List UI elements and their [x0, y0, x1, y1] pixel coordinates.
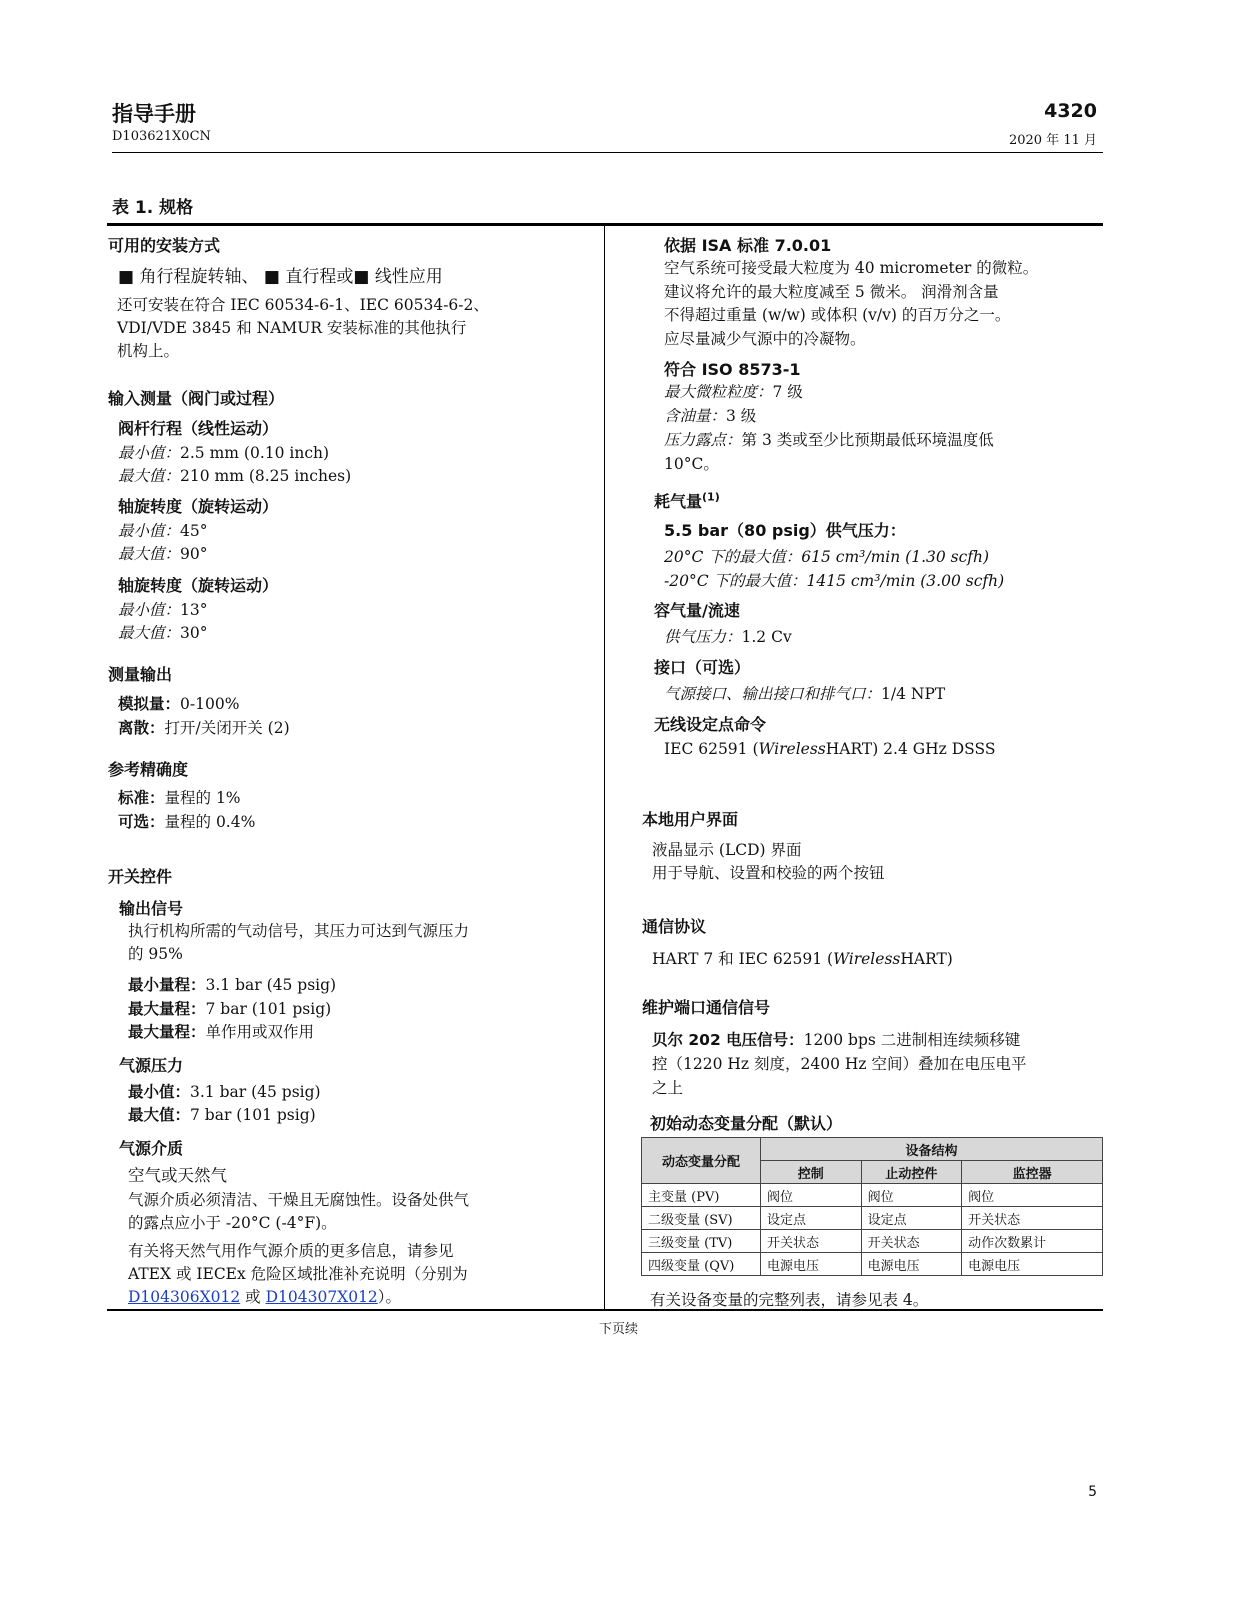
check-square-icon: ■: [118, 267, 135, 287]
check-square-icon: ■: [353, 267, 370, 287]
text-line: 的 95%: [128, 945, 183, 963]
text-line: 液晶显示 (LCD) 界面: [652, 841, 802, 859]
output-heading: 测量输出: [108, 665, 173, 684]
value: 3.1 bar (45 psig): [190, 1083, 321, 1101]
mounting-option-sliding: 直行程或: [285, 267, 354, 287]
table-cell: 三级变量 (TV): [642, 1230, 761, 1253]
atex-supplement-link[interactable]: D104306X012: [128, 1288, 241, 1306]
value: 7 级: [772, 383, 803, 401]
text-line: [652, 1028, 1026, 1052]
analog-output: [118, 692, 239, 714]
label: 最小值：: [118, 444, 181, 462]
dv-heading: 初始动态变量分配（默认）: [650, 1114, 843, 1133]
table-header: 控制: [761, 1161, 862, 1184]
value: 2.5 mm (0.10 inch): [180, 444, 330, 462]
mounting-heading: 可用的安装方式: [108, 236, 221, 255]
table-row: [642, 1184, 1103, 1207]
continued-note: 下页续: [598, 1322, 638, 1337]
value: 3 级: [726, 407, 757, 425]
table-cell: 动作次数累计: [962, 1230, 1103, 1253]
text-line: 用于导航、设置和校验的两个按钮: [652, 864, 885, 882]
text: ）。: [377, 1288, 402, 1306]
label: 可选：: [118, 813, 165, 831]
value: 13°: [180, 601, 208, 619]
text: Wireless: [758, 740, 826, 758]
iso-dew: [664, 428, 994, 450]
accuracy-optional: [118, 810, 255, 832]
text-line: 之上: [652, 1079, 684, 1097]
value: 单作用或双作用: [205, 1023, 315, 1041]
consumption-subheading: 5.5 bar（80 psig）供气压力：: [664, 521, 906, 540]
label: 供气压力：: [664, 628, 742, 646]
ports-value: [664, 682, 945, 704]
mounting-description: [117, 294, 489, 363]
text: HART) 2.4 GHz DSSS: [825, 740, 996, 758]
label: 离散：: [118, 719, 165, 737]
action-type: [128, 1020, 314, 1042]
shaft1-min: [118, 519, 208, 541]
isa-heading: 依据 ISA 标准 7.0.01: [664, 236, 832, 255]
supply-pressure-heading: 气源压力: [119, 1056, 184, 1075]
value: 量程的 0.4%: [164, 813, 256, 831]
switch-control-heading: 开关控件: [108, 867, 173, 886]
model-number: 4320: [1044, 100, 1097, 122]
supply-medium-heading: 气源介质: [119, 1139, 184, 1158]
protocol-value: [652, 947, 953, 969]
value: 1415 cm³/min (3.00 scfh): [806, 572, 1005, 590]
text-line: 建议将允许的最大粒度减至 5 微米。 润滑剂含量: [664, 282, 999, 301]
label: 最大值：: [128, 1106, 191, 1124]
label: 最小值：: [128, 1083, 191, 1101]
table-header: 监控器: [962, 1161, 1103, 1184]
table-header: 动态变量分配: [642, 1138, 761, 1184]
label: -20°C 下的最大值：: [664, 572, 807, 590]
text: 或: [240, 1288, 266, 1306]
iso-dew-cont: 10°C。: [664, 455, 719, 473]
max-span: [128, 997, 331, 1019]
ports-heading: 接口（可选）: [654, 658, 751, 677]
column-divider: [604, 226, 605, 1311]
publication-date: 2020 年 11 月: [1008, 133, 1097, 148]
shaft1-max: [118, 542, 208, 564]
text-line: 空气系统可接受最大粒度为 40 micrometer 的微粒。: [664, 259, 1039, 277]
label: 最小量程：: [128, 976, 206, 994]
label: 模拟量：: [118, 695, 181, 713]
label: 最小值：: [118, 522, 181, 540]
table-row: [642, 1230, 1103, 1253]
table-cell: 设定点: [761, 1207, 862, 1230]
consumption-minus20c: [664, 569, 1004, 591]
text-line: [128, 1286, 468, 1309]
iso-heading: 符合 ISO 8573-1: [664, 360, 801, 379]
text-line: ATEX 或 IECEx 危险区域批准补充说明（分别为: [128, 1265, 468, 1283]
text-line: 的露点应小于 -20°C (-4°F)。: [128, 1214, 337, 1232]
supply-medium-desc: [128, 1189, 469, 1235]
table-cell: 阀位: [962, 1184, 1103, 1207]
accuracy-standard: [118, 786, 241, 808]
table-cell: 设定点: [861, 1207, 962, 1230]
discrete-output: [118, 716, 290, 738]
accuracy-heading: 参考精确度: [108, 760, 189, 779]
value: 量程的 1%: [164, 789, 241, 807]
maintenance-port-desc: [652, 1028, 1026, 1100]
supply-medium-value: 空气或天然气: [128, 1166, 227, 1185]
value: 1200 bps 二进制相连续频移键: [803, 1031, 1021, 1049]
label: 最小值：: [118, 601, 181, 619]
shaft2-max: [118, 621, 208, 643]
value: 210 mm (8.25 inches): [180, 467, 352, 485]
text-line: 控（1220 Hz 刻度，2400 Hz 空间）叠加在电压电平: [652, 1055, 1027, 1073]
consumption-20c: [664, 545, 989, 567]
text: Wireless: [833, 950, 901, 968]
mounting-options: [118, 262, 443, 287]
table-cell: 阀位: [861, 1184, 962, 1207]
value: 30°: [180, 624, 208, 642]
document-code: D103621X0CN: [112, 129, 211, 144]
consumption-heading: [654, 489, 720, 512]
shaft2-min: [118, 598, 208, 620]
value: 615 cm³/min (1.30 scfh): [801, 548, 990, 566]
shaft-rotation-heading-2: 轴旋转度（旋转运动）: [118, 576, 279, 595]
text: 耗气量: [654, 492, 703, 511]
value: 第 3 类或至少比预期最低环境温度低: [741, 431, 994, 449]
shaft-rotation-heading: 轴旋转度（旋转运动）: [118, 497, 279, 516]
table-cell: 主变量 (PV): [642, 1184, 761, 1207]
table-header: 止动控件: [861, 1161, 962, 1184]
value: 1/4 NPT: [881, 685, 946, 703]
value: 90°: [180, 545, 208, 563]
output-signal-heading: 输出信号: [119, 899, 184, 918]
wireless-setpoint-value: [664, 740, 996, 758]
table-cell: 电源电压: [861, 1253, 962, 1276]
label: 含油量：: [664, 407, 727, 425]
local-ui-desc: [652, 839, 885, 885]
text-line: 机构上。: [117, 342, 180, 360]
page-number: 5: [1088, 1484, 1097, 1500]
table-top-rule: [107, 223, 1103, 226]
label: 压力露点：: [664, 431, 742, 449]
table-cell: 二级变量 (SV): [642, 1207, 761, 1230]
text: HART 7 和 IEC 62591 (: [652, 950, 834, 968]
text-line: 有关将天然气用作气源介质的更多信息，请参见: [128, 1242, 454, 1260]
capacity-heading: 容气量/流速: [654, 601, 740, 620]
check-square-icon: ■: [263, 267, 280, 287]
label: 最大量程：: [128, 1023, 206, 1041]
label: 气源接口、输出接口和排气口：: [664, 685, 882, 703]
output-signal-desc: [128, 920, 469, 966]
text-line: VDI/VDE 3845 和 NAMUR 安装标准的其他执行: [117, 319, 467, 337]
value: 打开/关闭开关 (2): [164, 719, 290, 737]
table-title: 表 1. 规格: [112, 198, 194, 218]
label: 最大微粒粒度：: [664, 383, 773, 401]
iso-particle: [664, 380, 803, 402]
table-cell: 四级变量 (QV): [642, 1253, 761, 1276]
mounting-option-rotary: 角行程旋转轴、: [139, 267, 259, 287]
natural-gas-reference: [128, 1240, 468, 1309]
value: 0-100%: [180, 695, 240, 713]
table-cell: 阀位: [761, 1184, 862, 1207]
table-bottom-rule: [107, 1309, 1103, 1311]
iecex-supplement-link[interactable]: D104307X012: [265, 1288, 378, 1306]
input-heading: 输入测量（阀门或过程）: [108, 389, 285, 408]
label: 20°C 下的最大值：: [664, 548, 802, 566]
text-line: 执行机构所需的气动信号，其压力可达到气源压力: [128, 922, 470, 940]
label: 最大值：: [118, 467, 181, 485]
wireless-setpoint-heading: 无线设定点命令: [654, 715, 767, 734]
header-divider: [112, 152, 1103, 153]
value: 45°: [180, 522, 208, 540]
value: 3.1 bar (45 psig): [205, 976, 337, 994]
text-line: 不得超过重量 (w/w) 或体积 (v/v) 的百万分之一。: [664, 306, 1011, 324]
value: 7 bar (101 psig): [190, 1106, 316, 1124]
label: 标准：: [118, 789, 165, 807]
table-cell: 电源电压: [761, 1253, 862, 1276]
stem-travel-heading: 阀杆行程（线性运动）: [118, 419, 279, 438]
protocol-heading: 通信协议: [642, 917, 707, 936]
value: 7 bar (101 psig): [205, 1000, 332, 1018]
supply-max: [128, 1103, 316, 1125]
label: 贝尔 202 电压信号：: [652, 1031, 804, 1049]
supply-min: [128, 1080, 321, 1102]
dynamic-variable-table: [641, 1137, 1103, 1276]
min-span: [128, 973, 336, 995]
table-row: [642, 1207, 1103, 1230]
table-cell: 电源电压: [962, 1253, 1103, 1276]
text: HART): [900, 950, 953, 968]
local-ui-heading: 本地用户界面: [642, 810, 739, 829]
isa-description: [664, 257, 1038, 351]
text: IEC 62591 (: [664, 740, 759, 758]
manual-title: 指导手册: [112, 102, 196, 126]
text-line: 应尽量减少气源中的冷凝物。: [664, 329, 866, 348]
text-line: 气源介质必须清洁、干燥且无腐蚀性。设备处供气: [128, 1191, 470, 1209]
mounting-option-linear: 线性应用: [374, 267, 443, 287]
capacity-value: [664, 625, 792, 647]
table-row: [642, 1253, 1103, 1276]
label: 最大值：: [118, 545, 181, 563]
iso-oil: [664, 404, 756, 426]
footnote-ref: (1): [702, 490, 720, 504]
table-cell: 开关状态: [861, 1230, 962, 1253]
text-line: 还可安装在符合 IEC 60534-6-1、IEC 60534-6-2、: [117, 296, 489, 314]
stem-min: [118, 441, 329, 463]
maintenance-port-heading: 维护端口通信信号: [642, 998, 771, 1017]
label: 最大量程：: [128, 1000, 206, 1018]
stem-max: [118, 464, 351, 486]
table-header: 设备结构: [761, 1138, 1103, 1161]
value: 1.2 Cv: [741, 628, 792, 646]
table-cell: 开关状态: [962, 1207, 1103, 1230]
dv-note: 有关设备变量的完整列表，请参见表 4。: [650, 1291, 929, 1309]
table-cell: 开关状态: [761, 1230, 862, 1253]
label: 最大值：: [118, 624, 181, 642]
